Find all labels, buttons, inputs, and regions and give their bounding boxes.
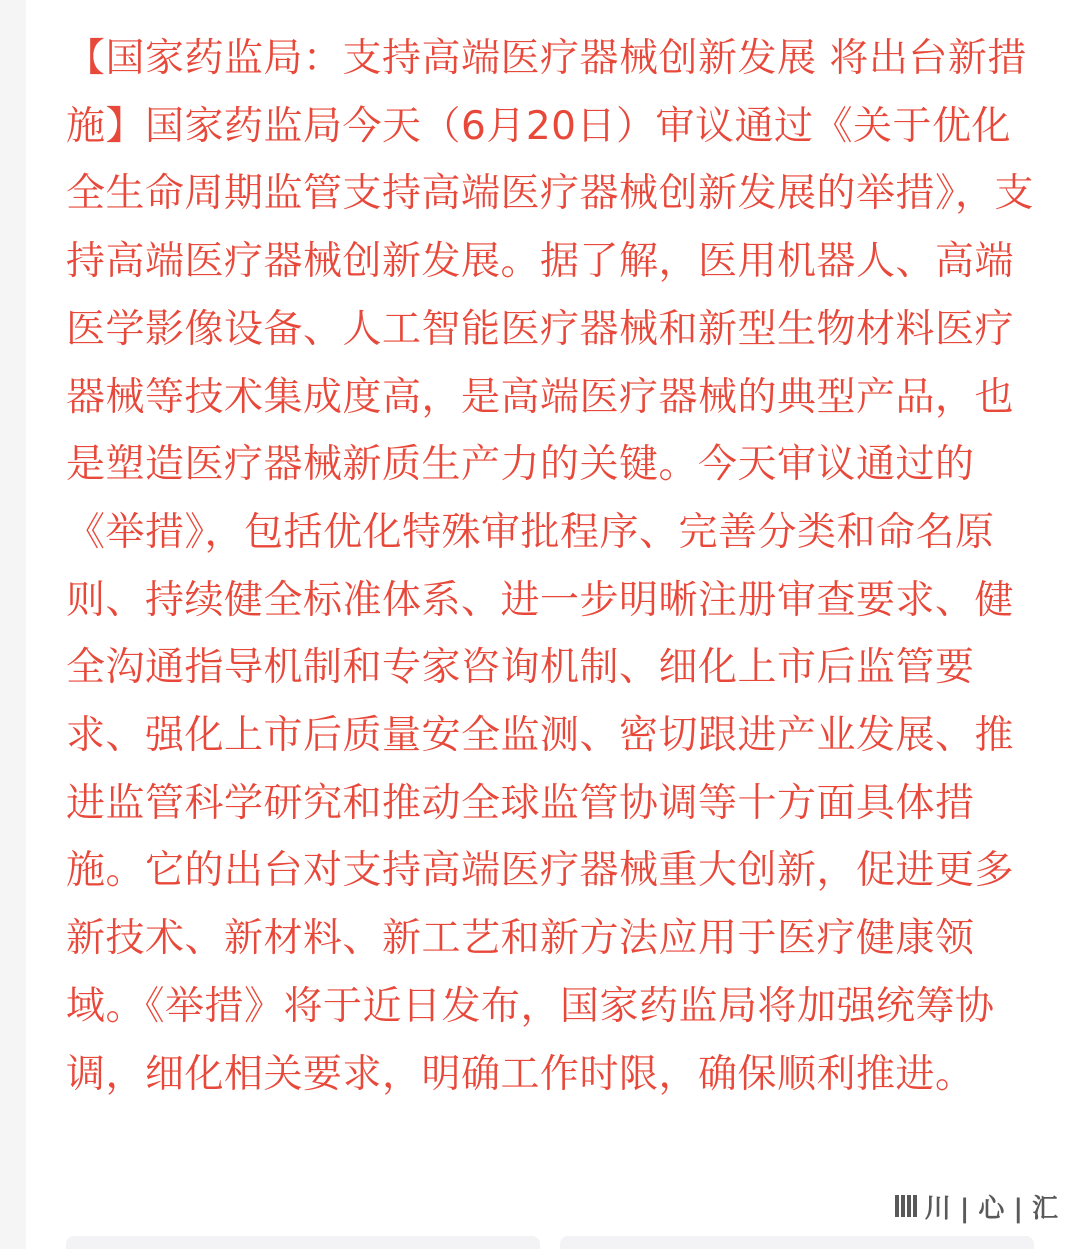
watermark-text: 川 | 心 | 汇	[924, 1193, 1058, 1224]
watermark	[895, 1188, 1058, 1224]
article-text	[66, 25, 1038, 1108]
bottom-card-right[interactable]	[560, 1236, 1034, 1249]
watermark-bars-icon	[895, 1195, 917, 1217]
left-border	[0, 0, 26, 1249]
bottom-card-left[interactable]	[66, 1236, 540, 1249]
article-title: 【国家药监局：支持高端医疗器械创新发展 将出台新措施】	[66, 36, 1027, 149]
bottom-cards	[0, 1236, 1080, 1249]
article-body: 国家药监局今天（6月20日）审议通过《关于优化全生命周期监管支持高端医疗器械创新发展的举措》，支持高端医疗器械创新发展。据了解，医用机器人、高端医学影像设备、人工智能医疗器械和新型生物材料医疗器械等技术集成度高，是高端医疗器械的典型产品，也是塑造医疗器械新质生产力的关键。今天审议通过的《举措》，包括优化特殊审批程序、完善分类和命名原则、持续健全标准体系、进一步明晰注册审查要求、健全沟通指导机制和专家咨询机制、细化上市后监管要求、强化上市后质量安全监测、密切跟进产业发展、推进监管科学研究和推动全球监管协调等十方面具体措施。它的出台对支持高端医疗器械重大创新，促进更多新技术、新材料、新工艺和新方法应用于医疗健康领域。《举措》将于近日发布，国家药监局将加强统筹协调，细化相关要求，明确工作时限，确保顺利推进。	[66, 103, 1035, 1097]
